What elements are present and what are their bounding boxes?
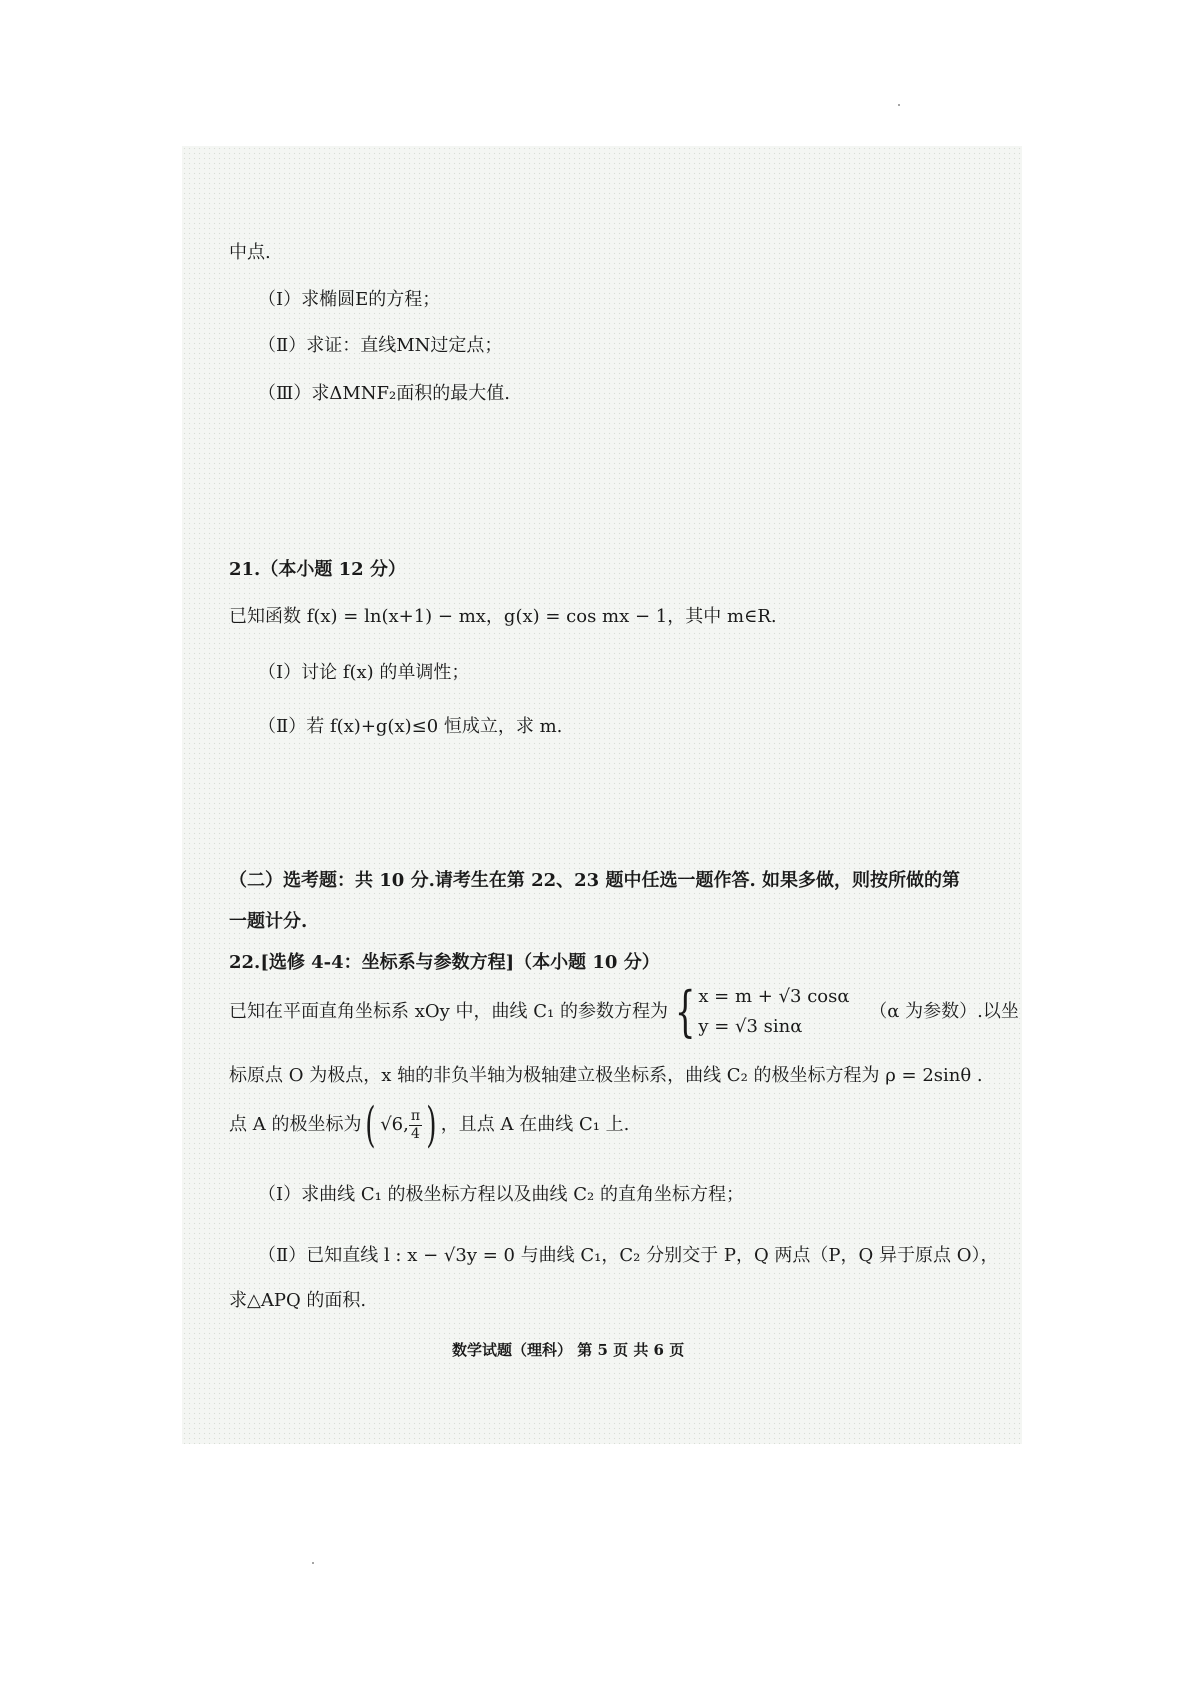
problem20-part2: （Ⅱ）求证：直线MN过定点；: [258, 335, 503, 356]
line3-prefix: 点 A 的极坐标为: [229, 1114, 362, 1135]
fraction-denominator: 4: [410, 1125, 420, 1142]
scan-speck: [312, 1562, 314, 1564]
parametric-system: [698, 982, 849, 1042]
problem22-part1: （Ⅰ）求曲线 C₁ 的极坐标方程以及曲线 C₂ 的直角坐标方程；: [258, 1184, 744, 1205]
stem-prefix: 已知在平面直角坐标系 xOy 中，曲线 C₁ 的参数方程为: [229, 1001, 668, 1022]
problem21-part2: （Ⅱ）若 f(x)+g(x)≤0 恒成立，求 m.: [258, 716, 563, 737]
section2-instruction-line1: （二）选考题：共 10 分.请考生在第 22、23 题中任选一题作答. 如果多做，则按所做的第: [229, 870, 961, 891]
stem-suffix: （α 为参数）.以坐: [869, 1001, 1019, 1022]
problem22-stem-line3: [229, 1099, 629, 1151]
section2-instruction-line2: 一题计分.: [229, 911, 308, 932]
problem20-continuation: 中点.: [229, 242, 271, 263]
pi-over-4: [409, 1108, 422, 1143]
left-paren: (: [365, 1097, 376, 1153]
right-paren: ): [426, 1097, 437, 1153]
coord-first: √6,: [380, 1114, 409, 1135]
problem22-stem-line1: [229, 982, 1019, 1042]
problem22-header: 22.[选修 4-4：坐标系与参数方程]（本小题 10 分）: [229, 952, 660, 973]
problem21-part1: （Ⅰ）讨论 f(x) 的单调性；: [258, 662, 470, 683]
problem21-stem: 已知函数 f(x) = ln(x+1) − mx，g(x) = cos mx − 1，其中 m∈R.: [229, 606, 777, 627]
scan-speck: [898, 104, 900, 106]
problem22-part2-continuation: 求△APQ 的面积.: [229, 1290, 367, 1311]
problem20-part1: （Ⅰ）求椭圆E的方程；: [258, 289, 441, 310]
equation-x: x = m + √3 cosα: [698, 986, 850, 1007]
equation-y: y = √3 sinα: [698, 1016, 803, 1037]
line3-suffix: ，且点 A 在曲线 C₁ 上.: [440, 1114, 630, 1135]
page-footer: 数学试题（理科） 第 5 页 共 6 页: [452, 1341, 685, 1359]
left-brace: {: [674, 980, 696, 1043]
problem22-part2: （Ⅱ）已知直线 l : x − √3y = 0 与曲线 C₁，C₂ 分别交于 P，Q 两点（P，Q 异于原点 O），: [258, 1245, 999, 1266]
problem22-stem-line2: 标原点 O 为极点，x 轴的非负半轴为极轴建立极坐标系，曲线 C₂ 的极坐标方程为 ρ = 2sinθ .: [229, 1065, 983, 1086]
problem20-part3: （Ⅲ）求ΔMNF₂面积的最大值.: [258, 383, 510, 404]
problem21-header: 21.（本小题 12 分）: [229, 559, 406, 580]
fraction-numerator: π: [410, 1107, 421, 1124]
